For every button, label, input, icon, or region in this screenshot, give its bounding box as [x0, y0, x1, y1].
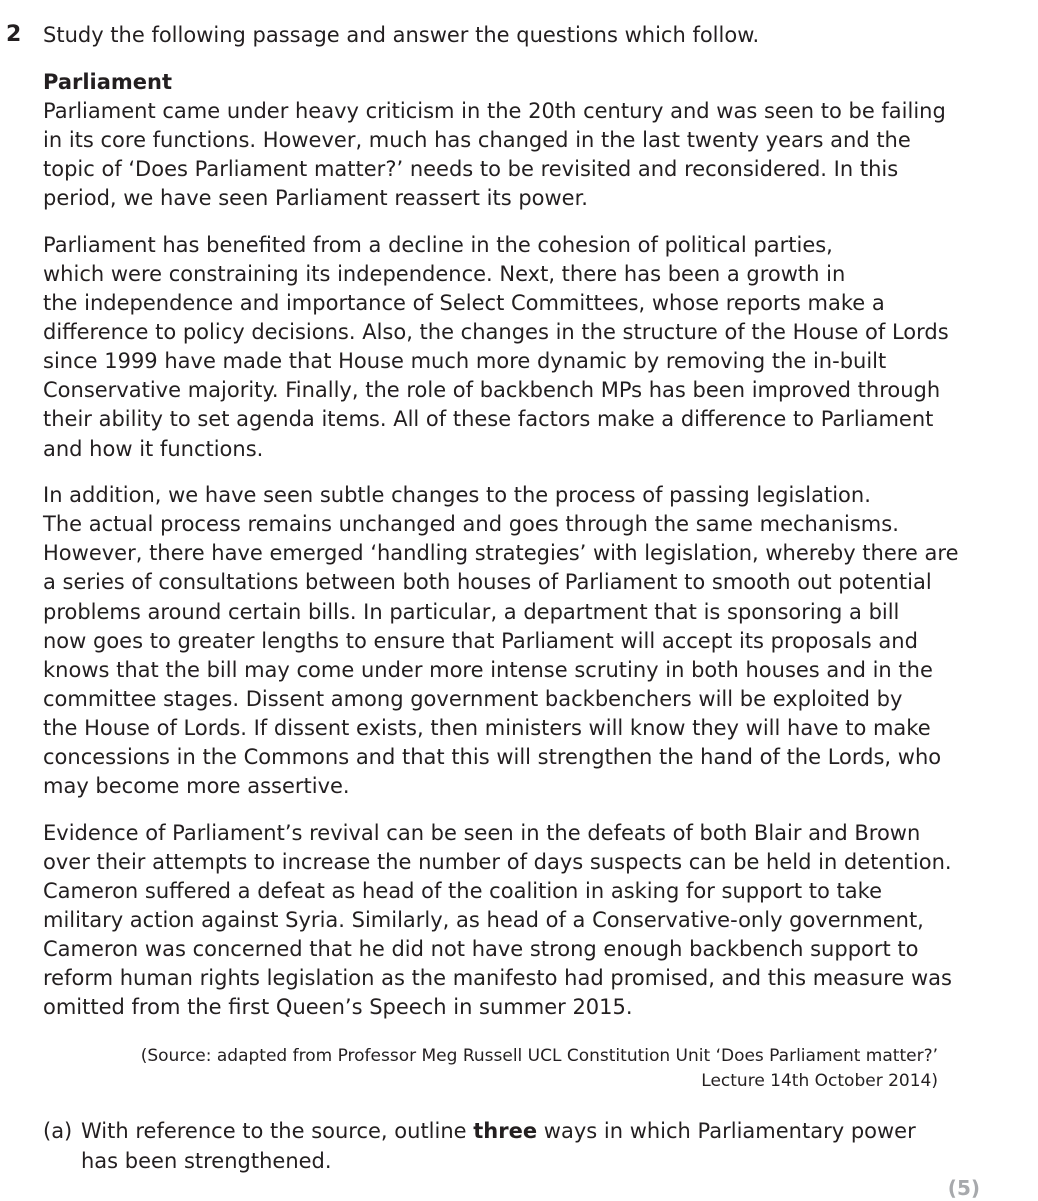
text-line: their ability to set agenda items. All of these factors make a difference to Parliament — [43, 407, 934, 432]
passage-paragraph-3 — [43, 481, 959, 801]
text-line: topic of ‘Does Parliament matter?’ needs to be revisited and reconsidered. In this — [43, 157, 899, 182]
marks-indicator: (5) — [947, 1176, 980, 1200]
text-line: the House of Lords. If dissent exists, then ministers will know they will have to make — [43, 715, 931, 740]
text-line: in its core functions. However, much has changed in the last twenty years and the — [43, 128, 911, 153]
text-line: over their attempts to increase the number of days suspects can be held in detention. — [43, 849, 952, 874]
part-label: (a) — [43, 1119, 73, 1143]
text-line — [81, 1116, 916, 1146]
text-line: period, we have seen Parliament reassert its power. — [43, 186, 588, 211]
text-line: which were constraining its independence. Next, there has been a growth in — [43, 261, 846, 286]
text-line: Parliament came under heavy criticism in the 20th century and was seen to be failing — [43, 99, 946, 123]
passage-paragraph-1 — [43, 97, 946, 213]
part-a-text — [81, 1116, 916, 1176]
text-line: the independence and importance of Select Committees, whose reports make a — [43, 291, 885, 316]
text-line: and how it functions. — [43, 436, 264, 461]
text-fragment: ways in which Parliamentary power — [537, 1119, 916, 1143]
text-line: problems around certain bills. In particular, a department that is sponsoring a bill — [43, 599, 900, 624]
passage-paragraph-4 — [43, 819, 952, 1023]
emphasis-word: three — [473, 1119, 538, 1143]
text-line: military action against Syria. Similarly, as head of a Conservative-only government, — [43, 907, 924, 932]
question-part-a — [43, 1116, 916, 1176]
text-line: Parliament has benefited from a decline in the cohesion of political parties, — [43, 232, 833, 257]
text-line: Cameron was concerned that he did not have strong enough backbench support to — [43, 937, 919, 962]
text-line: now goes to greater lengths to ensure that Parliament will accept its proposals and — [43, 628, 918, 653]
text-line: reform human rights legislation as the manifesto had promised, and this measure was — [43, 966, 952, 991]
text-line: a series of consultations between both houses of Parliament to smooth out potential — [43, 570, 932, 595]
text-line: has been strengthened. — [81, 1149, 332, 1173]
text-line: The actual process remains unchanged and goes through the same mechanisms. — [43, 512, 899, 537]
text-line: may become more assertive. — [43, 774, 350, 799]
text-line: since 1999 have made that House much more dynamic by removing the in-built — [43, 349, 887, 374]
question-number: 2 — [6, 22, 22, 47]
text-line: Cameron suffered a defeat as head of the coalition in asking for support to take — [43, 878, 882, 903]
text-line: committee stages. Dissent among government backbenchers will be exploited by — [43, 686, 903, 711]
passage-paragraph-2 — [43, 231, 949, 464]
passage-title: Parliament — [43, 70, 173, 94]
text-line: difference to policy decisions. Also, the changes in the structure of the House of Lords — [43, 320, 949, 345]
text-line: However, there have emerged ‘handling strategies’ with legislation, whereby there are — [43, 541, 959, 566]
text-line: Conservative majority. Finally, the role of backbench MPs has been improved through — [43, 378, 941, 403]
text-line: In addition, we have seen subtle changes to the process of passing legislation. — [43, 483, 871, 508]
text-line: omitted from the first Queen’s Speech in summer 2015. — [43, 995, 633, 1020]
passage — [43, 68, 959, 1040]
text-fragment: With reference to the source, outline — [81, 1119, 474, 1143]
source-citation — [141, 1044, 938, 1094]
source-line: Lecture 14th October 2014) — [701, 1071, 938, 1091]
text-line: Evidence of Parliament’s revival can be seen in the defeats of both Blair and Brown — [43, 820, 921, 845]
source-line: (Source: adapted from Professor Meg Russell UCL Constitution Unit ‘Does Parliament matter?’ — [140, 1046, 938, 1066]
text-line: concessions in the Commons and that this will strengthen the hand of the Lords, who — [43, 744, 942, 769]
question-instruction: Study the following passage and answer the questions which follow. — [43, 23, 760, 47]
text-line: knows that the bill may come under more intense scrutiny in both houses and in the — [43, 657, 933, 682]
